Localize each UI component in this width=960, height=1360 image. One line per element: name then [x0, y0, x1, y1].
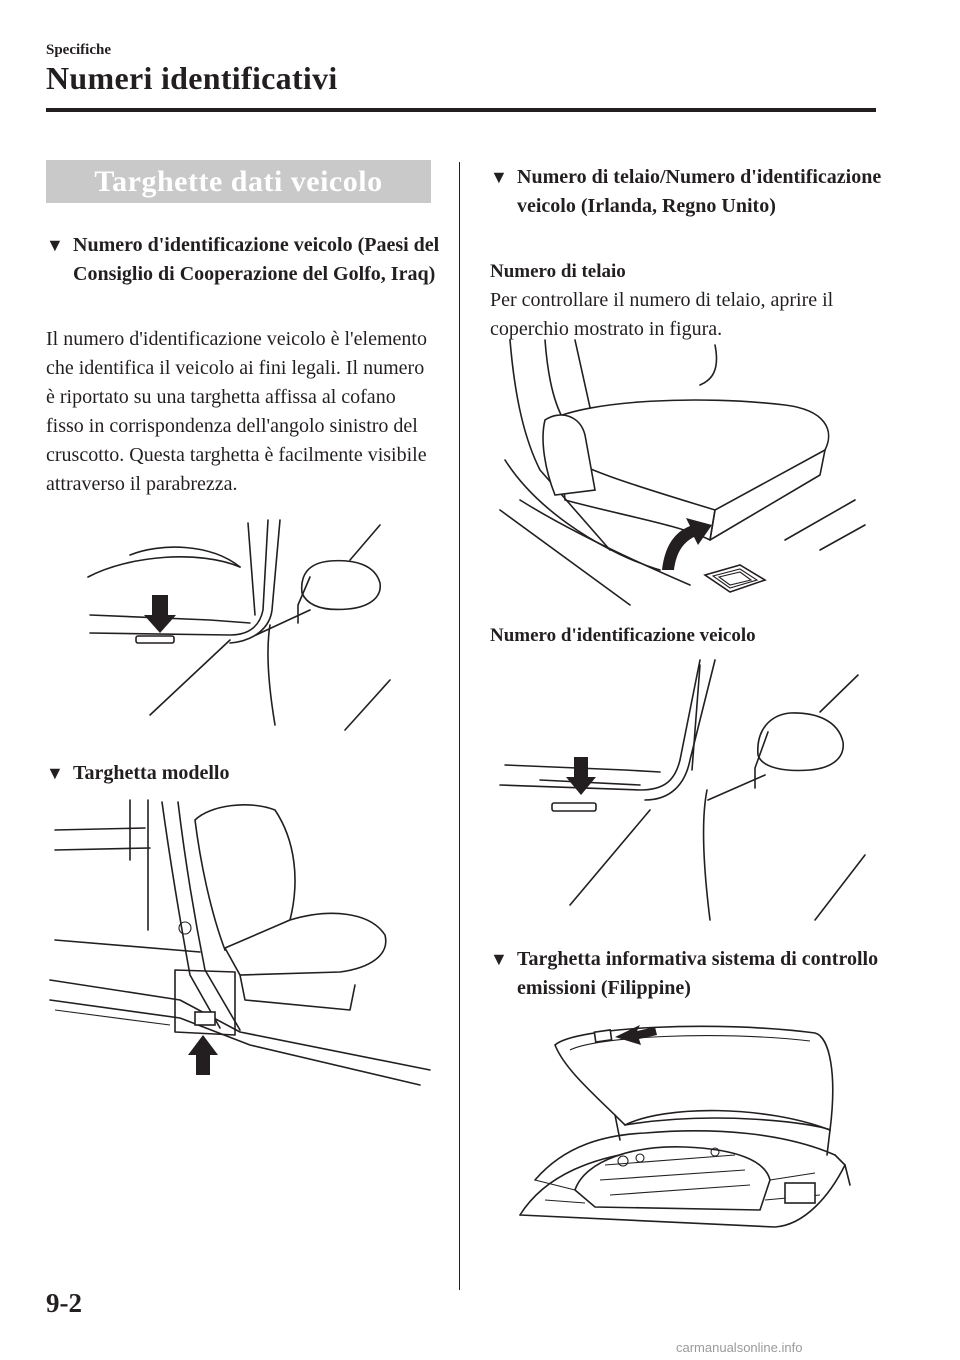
- triangle-bullet-icon: ▼: [490, 949, 508, 969]
- triangle-bullet-icon: ▼: [46, 235, 64, 255]
- heading-emission-plate: [490, 945, 885, 1003]
- triangle-bullet-icon: ▼: [46, 763, 64, 783]
- paragraph-vin-gcc: Il numero d'identificazione veicolo è l'elemento che identifica il veicolo ai fini legali. Il numero è riportato su una targhetta affissa al cofano fisso in corrispondenza dell'angolo sinistro del cruscotto. Questa targhetta è facilmente visibile attraverso il parabrezza.: [46, 328, 427, 495]
- triangle-bullet-icon: ▼: [490, 167, 508, 187]
- dashboard-vin-illustration-right: [500, 650, 870, 925]
- page-number: 9-2: [46, 1288, 82, 1318]
- heading-frame-number-text: Numero di telaio/Numero d'identificazione veicolo (Irlanda, Regno Unito): [517, 166, 882, 217]
- column-divider: [459, 162, 460, 1290]
- heading-emission-plate-text: Targhetta informativa sistema di controllo emissioni (Filippine): [517, 948, 879, 999]
- title-rule: [46, 108, 876, 112]
- subheading-vin: Numero d'identificazione veicolo: [490, 625, 756, 646]
- door-pillar-model-plate-illustration: [50, 800, 430, 1085]
- section-title: Targhette dati veicolo: [94, 164, 383, 198]
- breadcrumb: Specifiche: [46, 42, 111, 58]
- seat-frame-number-illustration: [500, 340, 870, 615]
- heading-model-plate-text: Targhetta modello: [73, 762, 230, 784]
- heading-vin-gcc-text: Numero d'identificazione veicolo (Paesi del Consiglio di Cooperazione del Golfo, Iraq): [73, 234, 440, 285]
- page-title: Numeri identificativi: [46, 60, 338, 96]
- heading-frame-number: [490, 163, 885, 221]
- paragraph-frame-number: Per controllare il numero di telaio, aprire il coperchio mostrato in figura.: [490, 289, 834, 340]
- engine-bay-emission-plate-illustration: [515, 1015, 855, 1230]
- dashboard-vin-illustration: [80, 515, 420, 740]
- subheading-frame-number: Numero di telaio: [490, 261, 626, 282]
- section-banner: [46, 160, 431, 203]
- heading-vin-gcc: [46, 231, 441, 289]
- heading-model-plate: [46, 759, 441, 788]
- watermark: carmanualsonline.info: [676, 1340, 803, 1355]
